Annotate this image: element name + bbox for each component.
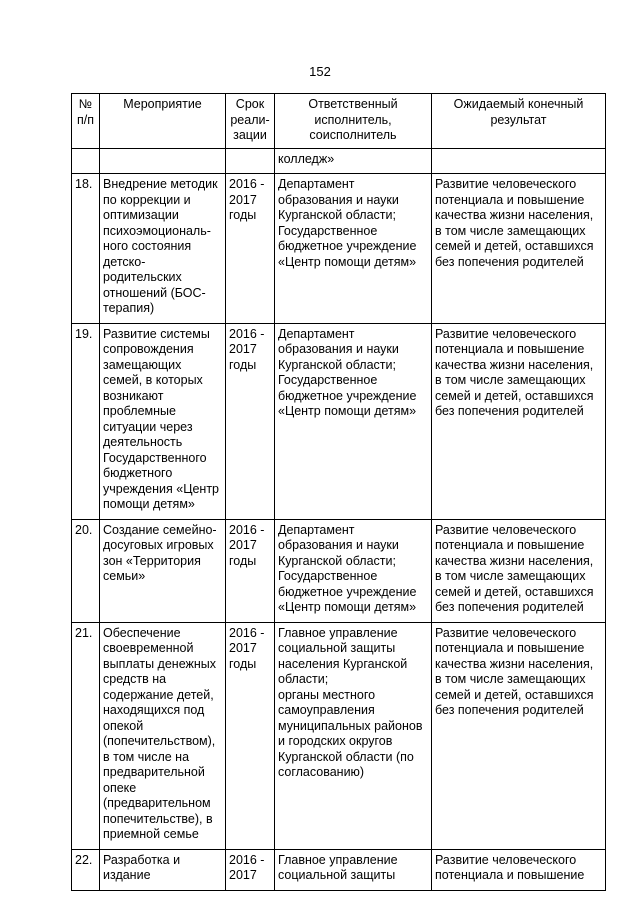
cell-number	[72, 148, 100, 174]
cell-activity: Разработка и издание	[100, 849, 226, 890]
cell-period: 2016 - 2017 годы	[226, 323, 275, 519]
table-row	[72, 323, 606, 519]
cell-number: 19.	[72, 323, 100, 519]
table-row	[72, 622, 606, 849]
cell-number: 21.	[72, 622, 100, 849]
cell-number: 22.	[72, 849, 100, 890]
cell-result: Развитие человеческого потенциала и повышение качества жизни населения, в том числе замещающих семей и детей, оставшихся без попечения родителей	[432, 174, 606, 324]
cell-activity	[100, 148, 226, 174]
cell-responsible: колледж»	[275, 148, 432, 174]
cell-result: Развитие человеческого потенциала и повышение качества жизни населения, в том числе замещающих семей и детей, оставшихся без попечения родителей	[432, 519, 606, 622]
activities-table	[71, 93, 606, 891]
table-row-continuation	[72, 148, 606, 174]
header-activity: Мероприятие	[100, 94, 226, 149]
cell-period: 2016 - 2017 годы	[226, 174, 275, 324]
cell-result: Развитие человеческого потенциала и повышение	[432, 849, 606, 890]
cell-number: 18.	[72, 174, 100, 324]
cell-period: 2016 - 2017 годы	[226, 519, 275, 622]
cell-period	[226, 148, 275, 174]
header-number: № п/п	[72, 94, 100, 149]
cell-activity: Создание семейно- досуговых игровых зон «Территория семьи»	[100, 519, 226, 622]
header-period: Срок реали- зации	[226, 94, 275, 149]
page-number: 152	[309, 64, 331, 79]
cell-period: 2016 - 2017 годы	[226, 622, 275, 849]
cell-number: 20.	[72, 519, 100, 622]
cell-period: 2016 - 2017	[226, 849, 275, 890]
table-row	[72, 849, 606, 890]
cell-result: Развитие человеческого потенциала и повышение качества жизни населения, в том числе замещающих семей и детей, оставшихся без попечения родителей	[432, 622, 606, 849]
cell-activity: Внедрение методик по коррекции и оптимизации психоэмоциональ- ного состояния детско- родительских отношений (БОС- терапия)	[100, 174, 226, 324]
cell-activity: Развитие системы сопровождения замещающих семей, в которых возникают проблемные ситуации через деятельность Государственного бюджетного учреждения «Центр помощи детям»	[100, 323, 226, 519]
header-result: Ожидаемый конечный результат	[432, 94, 606, 149]
header-responsible: Ответственный исполнитель, соисполнитель	[275, 94, 432, 149]
cell-responsible: Департамент образования и науки Курганской области; Государственное бюджетное учреждение «Центр помощи детям»	[275, 323, 432, 519]
cell-responsible: Главное управление социальной защиты населения Курганской области; органы местного самоуправления муниципальных районов и городских округов Курганской области (по согласованию)	[275, 622, 432, 849]
table-header-row	[72, 94, 606, 149]
cell-result	[432, 148, 606, 174]
table-row	[72, 174, 606, 324]
cell-responsible: Департамент образования и науки Курганской области; Государственное бюджетное учреждение «Центр помощи детям»	[275, 519, 432, 622]
table-row	[72, 519, 606, 622]
cell-responsible: Главное управление социальной защиты	[275, 849, 432, 890]
cell-activity: Обеспечение своевременной выплаты денежных средств на содержание детей, находящихся под опекой (попечительством), в том числе на предварительной опеке (предварительном попечительстве), в приемной семье	[100, 622, 226, 849]
cell-responsible: Департамент образования и науки Курганской области; Государственное бюджетное учреждение «Центр помощи детям»	[275, 174, 432, 324]
cell-result: Развитие человеческого потенциала и повышение качества жизни населения, в том числе замещающих семей и детей, оставшихся без попечения родителей	[432, 323, 606, 519]
